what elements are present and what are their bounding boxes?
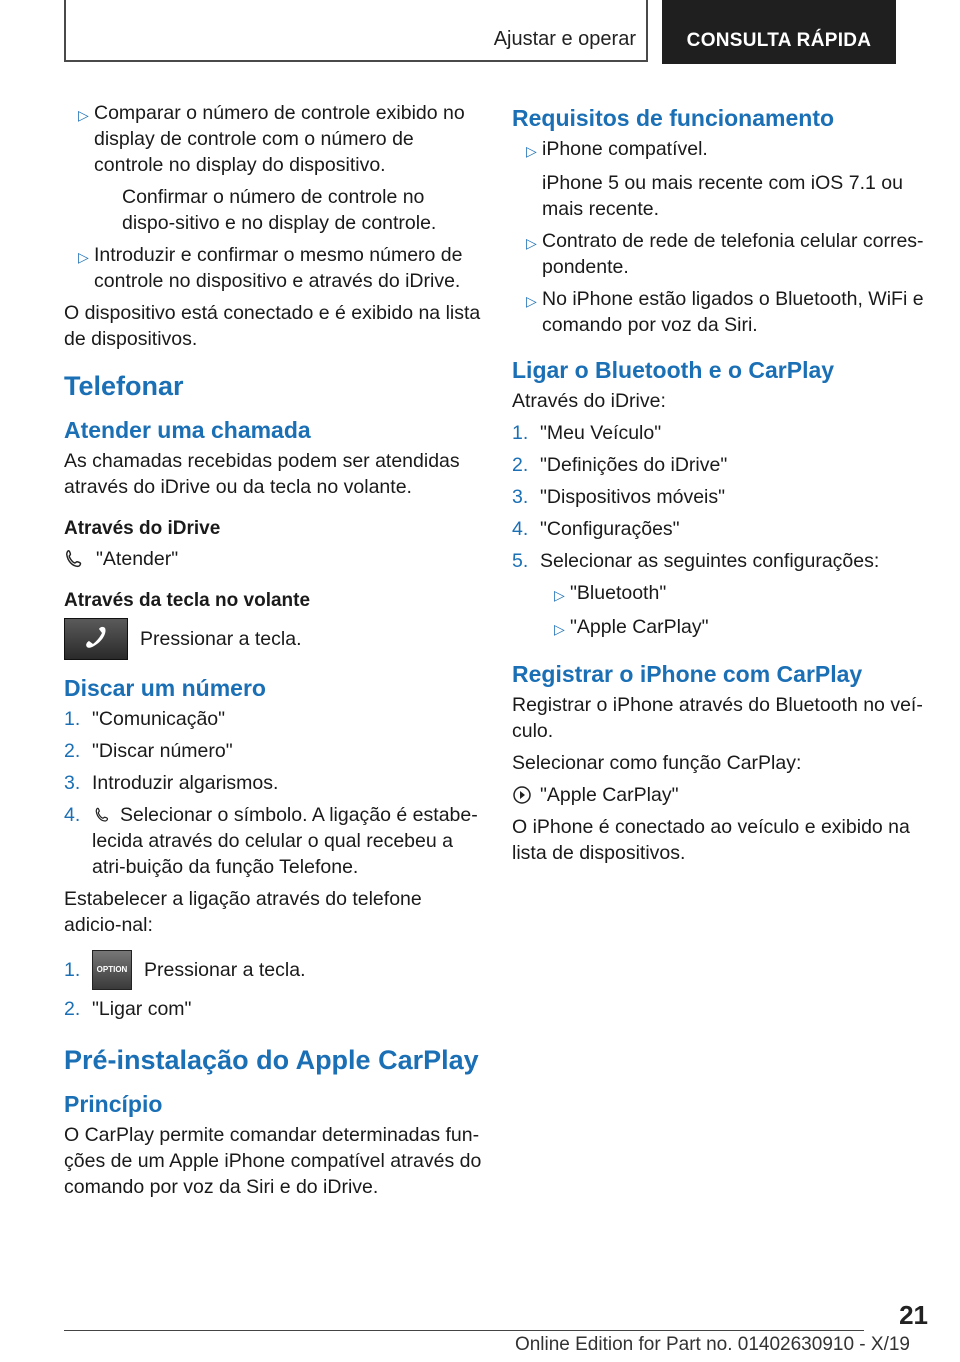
- carplay-line: "Apple CarPlay": [512, 782, 932, 808]
- left-column: [64, 100, 482, 1206]
- heading-principio: Princípio: [64, 1091, 163, 1117]
- list-item: 4. "Configurações": [512, 518, 680, 540]
- heading-discar: Discar um número: [64, 675, 266, 701]
- triangle-bullet-icon: ▷: [554, 621, 565, 637]
- paragraph: O CarPlay permite comandar determinadas fun‐ções de um Apple iPhone compatível através do comando por voz da Siri e do iDrive.: [64, 1124, 482, 1198]
- paragraph: As chamadas recebidas podem ser atendidas através do iDrive ou da tecla no volante.: [64, 450, 460, 498]
- list-item: 2. "Discar número": [64, 740, 233, 762]
- list-item: 3. "Dispositivos móveis": [512, 486, 726, 508]
- triangle-bullet-icon: ▷: [526, 143, 537, 159]
- paragraph: O dispositivo está conectado e é exibido na lista de dispositivos.: [64, 302, 481, 350]
- heading-registrar: Registrar o iPhone com CarPlay: [512, 661, 863, 687]
- list-item: 3. Introduzir algarismos.: [64, 772, 279, 794]
- section-title: Ajustar e operar: [493, 28, 636, 50]
- list-item: 4. Selecionar o símbolo. A ligação é estabe‐lecida através do celular o qual recebeu a atri‐buição da função Telefone.: [64, 804, 478, 878]
- heading-atraves-volante: Através da tecla no volante: [64, 590, 311, 611]
- list-item: ▷ Comparar o número de controle exibido no display de controle com o número de controle no display do dispositivo.: [64, 100, 482, 178]
- heading-telefonar: Telefonar: [64, 371, 184, 401]
- triangle-bullet-icon: ▷: [78, 249, 89, 265]
- triangle-bullet-icon: ▷: [526, 235, 537, 251]
- sub-list-item: ▷ "Apple CarPlay": [512, 614, 932, 642]
- option-key-icon: OPTION: [92, 950, 132, 990]
- paragraph: Registrar o iPhone através do Bluetooth no veí‐culo.: [512, 694, 923, 742]
- list-item: 1. "Comunicação": [64, 708, 226, 730]
- triangle-bullet-icon: ▷: [78, 107, 89, 123]
- triangle-bullet-icon: ▷: [526, 293, 537, 309]
- paragraph: O iPhone é conectado ao veículo e exibido na lista de dispositivos.: [512, 816, 910, 864]
- heading-ligar-bluetooth: Ligar o Bluetooth e o CarPlay: [512, 357, 835, 383]
- list-item: 1. "Meu Veículo": [512, 422, 662, 444]
- list-item: ▷ Introduzir e confirmar o mesmo número de controle no dispositivo e através do iDrive.: [64, 242, 482, 294]
- triangle-bullet-icon: ▷: [554, 587, 565, 603]
- heading-atraves-idrive: Através do iDrive: [64, 518, 221, 539]
- list-item: 1. OPTION Pressionar a tecla.: [64, 950, 482, 990]
- heading-pre-instalacao: Pré-instalação do Apple CarPlay: [64, 1045, 479, 1075]
- page-header: [64, 0, 896, 64]
- phone-icon: [64, 548, 86, 570]
- atender-line: "Atender": [64, 546, 482, 572]
- list-item: 5. Selecionar as seguintes configurações:: [512, 550, 880, 572]
- paragraph: Selecionar como função CarPlay:: [512, 752, 802, 774]
- heading-requisitos: Requisitos de funcionamento: [512, 105, 835, 131]
- sub-list-item: ▷ "Bluetooth": [512, 580, 932, 608]
- bullet-continuation: Confirmar o número de controle no dispo‐sitivo e no display de controle.: [122, 186, 437, 234]
- phone-icon: [92, 806, 114, 824]
- footer-edition: Online Edition for Part no. 01402630910 - X/19: [514, 1334, 910, 1355]
- volante-line: Pressionar a tecla.: [64, 618, 482, 660]
- bullet-continuation: iPhone 5 ou mais recente com iOS 7.1 ou mais recente.: [542, 172, 903, 220]
- list-item: 2. "Ligar com": [64, 998, 192, 1020]
- list-item: ▷ iPhone compatível.: [512, 136, 932, 164]
- paragraph: Estabelecer a ligação através do telefone adicio‐nal:: [64, 888, 422, 936]
- steering-phone-key-icon: [64, 618, 128, 660]
- list-item: 2. "Definições do iDrive": [512, 454, 728, 476]
- page-number: 21: [899, 1300, 928, 1330]
- list-item: ▷ No iPhone estão ligados o Bluetooth, WiFi e comando por voz da Siri.: [512, 286, 932, 338]
- paragraph: Através do iDrive:: [512, 390, 666, 412]
- play-circle-icon: [512, 785, 532, 805]
- chapter-tab: CONSULTA RÁPIDA: [662, 0, 896, 64]
- footer-divider: [64, 1330, 864, 1331]
- heading-atender: Atender uma chamada: [64, 417, 311, 443]
- list-item: ▷ Contrato de rede de telefonia celular corres‐pondente.: [512, 228, 932, 280]
- right-column: [512, 100, 932, 872]
